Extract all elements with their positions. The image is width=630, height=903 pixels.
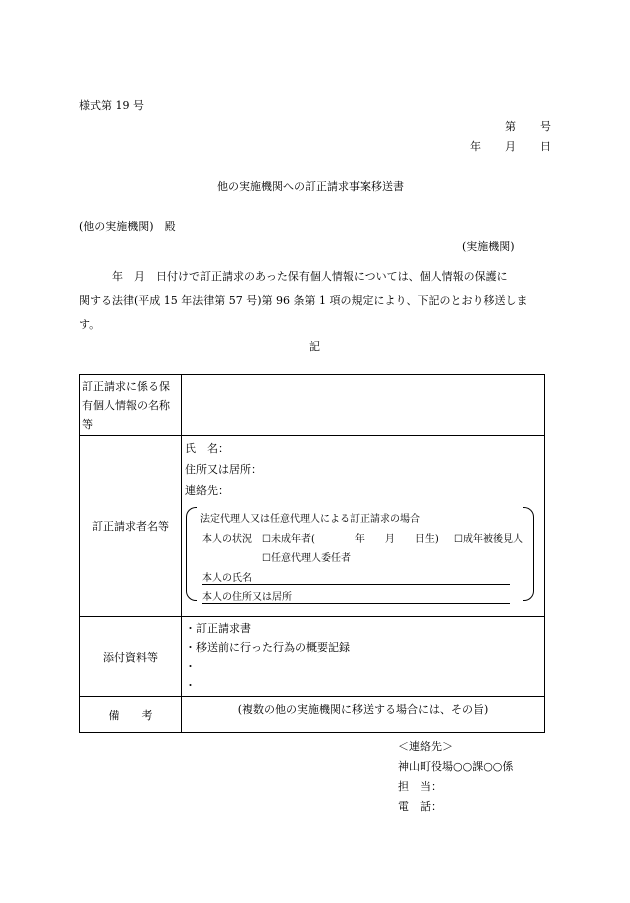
remarks-cell: (複数の他の実施機関に移送する場合には、その旨)	[182, 697, 545, 733]
date-day: 日	[540, 140, 551, 153]
contact-office: 神山町役場○○課○○係	[398, 760, 514, 773]
form-number: 様式第 19 号	[79, 99, 144, 112]
ki-marker: 記	[309, 340, 320, 353]
left-bracket	[186, 507, 197, 601]
agent-heading: 法定代理人又は任意代理人による訂正請求の場合	[200, 514, 420, 525]
person-name-line: 本人の氏名	[202, 569, 510, 585]
requester-name-line: 氏 名：	[185, 442, 229, 455]
doc-number-go: 号	[540, 120, 551, 133]
table-row	[80, 375, 545, 436]
row-label-remarks: 備 考	[80, 697, 182, 733]
requester-contact-line: 連絡先：	[185, 484, 229, 497]
attachment-item: ・	[185, 679, 196, 692]
sender: (実施機関)	[462, 240, 515, 253]
attachment-item: ・移送前に行った行為の概要記録	[185, 641, 350, 654]
right-bracket	[523, 507, 534, 601]
contact-person: 担 当：	[398, 780, 442, 793]
body-paragraph	[79, 265, 547, 337]
recipient: (他の実施機関) 殿	[79, 220, 176, 233]
table-row	[80, 697, 545, 733]
requester-cell	[182, 436, 545, 617]
row-label-requester: 訂正請求者名等	[80, 436, 182, 617]
agent-bracket-box	[186, 507, 534, 603]
transfer-table	[79, 374, 545, 733]
attachment-item: ・	[185, 660, 196, 673]
option-minor-checkbox[interactable]: ☐未成年者( 年 月 日生)	[262, 534, 439, 545]
row-label-info-name: 訂正請求に係る保有個人情報の名称等	[80, 375, 182, 436]
status-label: 本人の状況	[202, 534, 252, 545]
date-year: 年	[470, 140, 481, 153]
doc-number-dai: 第	[505, 120, 516, 133]
table-row	[80, 617, 545, 697]
requester-address-line: 住所又は居所：	[185, 463, 262, 476]
attachments-cell	[182, 617, 545, 697]
info-name-cell[interactable]	[182, 375, 545, 436]
document-title: 他の実施機関への訂正請求事案移送書	[217, 180, 404, 193]
attachment-item: ・訂正請求書	[185, 622, 251, 635]
contact-phone: 電 話：	[398, 800, 442, 813]
table-row	[80, 436, 545, 617]
body-line-2: 関する法律(平成 15 年法律第 57 号)第 96 条第 1 項の規定により、下記のとおり移送します。	[79, 294, 528, 331]
contact-heading: ＜連絡先＞	[398, 740, 453, 753]
option-delegated-checkbox[interactable]: ☐任意代理人委任者	[262, 553, 351, 564]
option-guardian-checkbox[interactable]: ☐成年被後見人	[454, 534, 523, 545]
person-address-line: 本人の住所又は居所	[202, 588, 510, 604]
row-label-attachments: 添付資料等	[80, 617, 182, 697]
date-month: 月	[505, 140, 516, 153]
body-line-1: 年 月 日付けで訂正請求のあった保有個人情報については、個人情報の保護に	[79, 270, 508, 283]
